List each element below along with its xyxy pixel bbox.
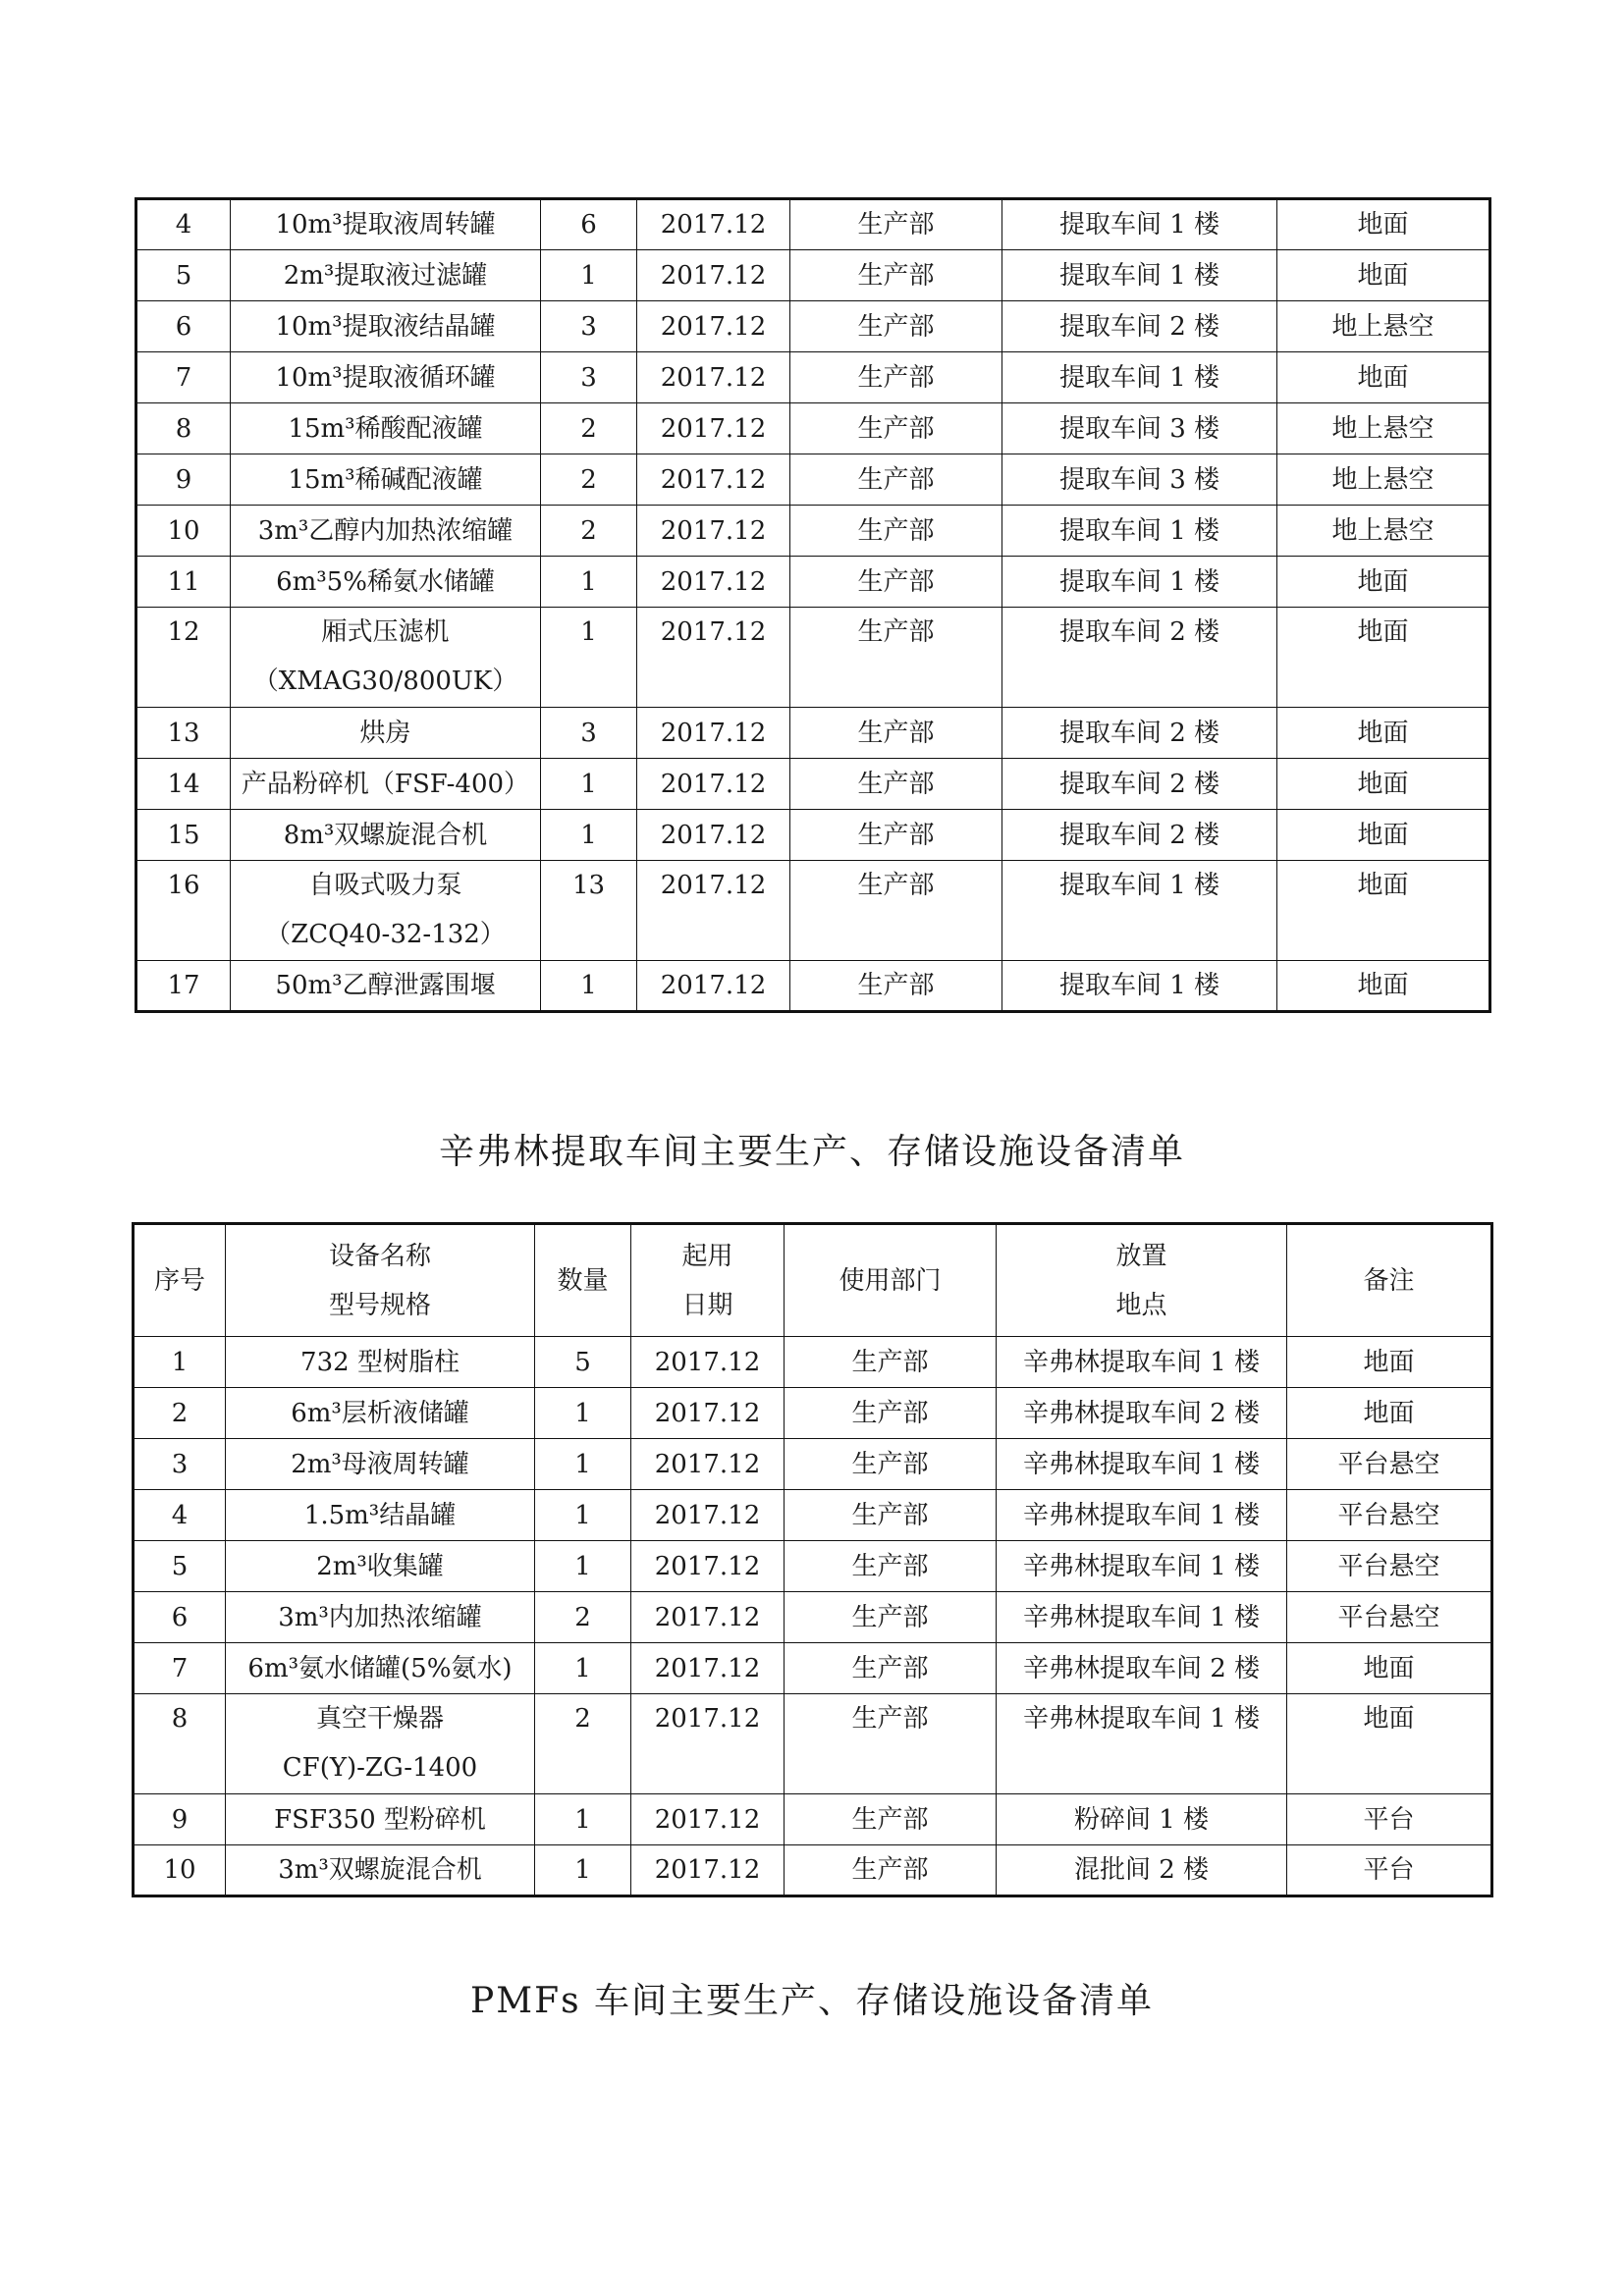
cell-name bbox=[231, 454, 541, 506]
cell-no: 12 bbox=[136, 608, 231, 708]
cell-note: 平台悬空 bbox=[1287, 1592, 1492, 1643]
cell-name-line: 烘房 bbox=[359, 718, 411, 748]
table-row bbox=[134, 1337, 1492, 1388]
cell-name bbox=[231, 608, 541, 708]
cell-no: 10 bbox=[134, 1845, 226, 1896]
cell-note: 地面 bbox=[1277, 250, 1490, 301]
section-heading-synephrine: 辛弗林提取车间主要生产、存储设施设备清单 bbox=[438, 1132, 1185, 1172]
cell-place: 提取车间 1 楼 bbox=[1002, 250, 1277, 301]
cell-name bbox=[226, 1794, 535, 1845]
cell-dept: 生产部 bbox=[790, 301, 1002, 352]
cell-no: 17 bbox=[136, 961, 231, 1012]
cell-dept: 生产部 bbox=[790, 961, 1002, 1012]
cell-date: 2017.12 bbox=[637, 454, 790, 506]
cell-place: 辛弗林提取车间 1 楼 bbox=[997, 1490, 1287, 1541]
cell-qty: 2 bbox=[541, 403, 637, 454]
header-date bbox=[631, 1224, 785, 1337]
cell-no: 15 bbox=[136, 810, 231, 861]
header-place bbox=[997, 1224, 1287, 1337]
cell-note: 地面 bbox=[1277, 810, 1490, 861]
cell-note: 地上悬空 bbox=[1277, 454, 1490, 506]
cell-place: 提取车间 2 楼 bbox=[1002, 301, 1277, 352]
cell-note: 地面 bbox=[1287, 1643, 1492, 1694]
cell-dept: 生产部 bbox=[790, 352, 1002, 403]
cell-no: 16 bbox=[136, 861, 231, 961]
cell-place: 提取车间 2 楼 bbox=[1002, 759, 1277, 810]
cell-name bbox=[226, 1541, 535, 1592]
cell-no: 11 bbox=[136, 557, 231, 608]
cell-date: 2017.12 bbox=[631, 1845, 785, 1896]
table-row bbox=[134, 1643, 1492, 1694]
equipment-table-synephrine-body bbox=[134, 1337, 1492, 1896]
cell-dept: 生产部 bbox=[790, 454, 1002, 506]
table-header-row bbox=[134, 1224, 1492, 1337]
cell-note: 平台悬空 bbox=[1287, 1490, 1492, 1541]
cell-note: 地面 bbox=[1277, 608, 1490, 708]
cell-name-line: 自吸式吸力泵 bbox=[308, 871, 462, 900]
cell-name-line: 2m³收集罐 bbox=[316, 1551, 444, 1581]
cell-qty: 1 bbox=[535, 1439, 631, 1490]
cell-date: 2017.12 bbox=[637, 506, 790, 557]
cell-dept: 生产部 bbox=[790, 557, 1002, 608]
cell-name bbox=[231, 557, 541, 608]
cell-name bbox=[226, 1592, 535, 1643]
cell-name-line: 6m³层析液储罐 bbox=[291, 1398, 469, 1428]
cell-qty: 5 bbox=[535, 1337, 631, 1388]
cell-name-line: 3m³内加热浓缩罐 bbox=[278, 1602, 482, 1632]
cell-qty: 1 bbox=[535, 1490, 631, 1541]
cell-date: 2017.12 bbox=[637, 961, 790, 1012]
cell-date: 2017.12 bbox=[631, 1388, 785, 1439]
equipment-table-extraction-body bbox=[136, 199, 1490, 1012]
section-heading-pmfs: PMFs 车间主要生产、存储设施设备清单 bbox=[470, 1981, 1154, 2021]
cell-date: 2017.12 bbox=[637, 250, 790, 301]
cell-note: 平台 bbox=[1287, 1794, 1492, 1845]
cell-name bbox=[231, 961, 541, 1012]
header-name-line2: 型号规格 bbox=[328, 1290, 431, 1320]
cell-dept: 生产部 bbox=[785, 1592, 997, 1643]
cell-name-line: 732 型树脂柱 bbox=[300, 1347, 460, 1377]
cell-name-line: 10m³提取液结晶罐 bbox=[275, 311, 496, 342]
cell-place: 提取车间 3 楼 bbox=[1002, 454, 1277, 506]
cell-date: 2017.12 bbox=[637, 352, 790, 403]
cell-name-line: 10m³提取液循环罐 bbox=[275, 362, 496, 393]
cell-place: 提取车间 3 楼 bbox=[1002, 403, 1277, 454]
cell-qty: 2 bbox=[535, 1592, 631, 1643]
cell-note: 地上悬空 bbox=[1277, 301, 1490, 352]
cell-place: 辛弗林提取车间 2 楼 bbox=[997, 1388, 1287, 1439]
cell-note: 地面 bbox=[1277, 861, 1490, 961]
cell-dept: 生产部 bbox=[785, 1490, 997, 1541]
cell-dept: 生产部 bbox=[790, 403, 1002, 454]
cell-date: 2017.12 bbox=[637, 708, 790, 759]
table-row bbox=[136, 301, 1490, 352]
cell-date: 2017.12 bbox=[637, 403, 790, 454]
cell-name-line: 2m³提取液过滤罐 bbox=[283, 260, 488, 291]
cell-qty: 1 bbox=[535, 1643, 631, 1694]
cell-no: 8 bbox=[134, 1694, 226, 1794]
cell-date: 2017.12 bbox=[631, 1694, 785, 1794]
cell-name bbox=[231, 810, 541, 861]
cell-note: 地面 bbox=[1287, 1337, 1492, 1388]
cell-dept: 生产部 bbox=[790, 759, 1002, 810]
cell-note: 地面 bbox=[1287, 1694, 1492, 1794]
cell-date: 2017.12 bbox=[631, 1439, 785, 1490]
cell-no: 6 bbox=[136, 301, 231, 352]
cell-note: 地面 bbox=[1277, 199, 1490, 250]
cell-note: 地面 bbox=[1277, 961, 1490, 1012]
cell-name-line: 3m³双螺旋混合机 bbox=[278, 1855, 482, 1885]
cell-dept: 生产部 bbox=[790, 810, 1002, 861]
cell-qty: 1 bbox=[541, 250, 637, 301]
cell-place: 辛弗林提取车间 1 楼 bbox=[997, 1439, 1287, 1490]
cell-date: 2017.12 bbox=[631, 1592, 785, 1643]
cell-place: 提取车间 1 楼 bbox=[1002, 557, 1277, 608]
cell-qty: 2 bbox=[535, 1694, 631, 1794]
cell-name-line: FSF350 型粉碎机 bbox=[274, 1804, 486, 1835]
table-row bbox=[136, 608, 1490, 708]
cell-place: 辛弗林提取车间 1 楼 bbox=[997, 1592, 1287, 1643]
cell-date: 2017.12 bbox=[637, 301, 790, 352]
cell-no: 13 bbox=[136, 708, 231, 759]
cell-qty: 1 bbox=[535, 1541, 631, 1592]
table-row bbox=[136, 454, 1490, 506]
table-row bbox=[134, 1439, 1492, 1490]
cell-name-line: 2m³母液周转罐 bbox=[291, 1449, 469, 1479]
table-row bbox=[134, 1490, 1492, 1541]
cell-name bbox=[231, 708, 541, 759]
cell-date: 2017.12 bbox=[631, 1337, 785, 1388]
cell-no: 9 bbox=[134, 1794, 226, 1845]
cell-place: 提取车间 1 楼 bbox=[1002, 961, 1277, 1012]
cell-place: 辛弗林提取车间 1 楼 bbox=[997, 1337, 1287, 1388]
cell-note: 地上悬空 bbox=[1277, 403, 1490, 454]
cell-name-line: 厢式压滤机 bbox=[321, 617, 450, 647]
cell-name-line: CF(Y)-ZG-1400 bbox=[282, 1753, 478, 1783]
cell-name-line: 3m³乙醇内加热浓缩罐 bbox=[257, 515, 514, 546]
table-row bbox=[136, 352, 1490, 403]
cell-note: 地面 bbox=[1277, 708, 1490, 759]
cell-qty: 3 bbox=[541, 301, 637, 352]
cell-date: 2017.12 bbox=[637, 608, 790, 708]
cell-dept: 生产部 bbox=[785, 1694, 997, 1794]
cell-place: 提取车间 2 楼 bbox=[1002, 810, 1277, 861]
cell-name-line: 50m³乙醇泄露围堰 bbox=[275, 971, 496, 1000]
cell-no: 7 bbox=[134, 1643, 226, 1694]
cell-qty: 1 bbox=[541, 557, 637, 608]
cell-dept: 生产部 bbox=[785, 1388, 997, 1439]
equipment-table-extraction bbox=[135, 197, 1491, 1013]
cell-name-line: 8m³双螺旋混合机 bbox=[283, 820, 488, 850]
cell-qty: 2 bbox=[541, 506, 637, 557]
table-row bbox=[136, 861, 1490, 961]
cell-note: 平台 bbox=[1287, 1845, 1492, 1896]
table-row bbox=[136, 403, 1490, 454]
cell-no: 4 bbox=[134, 1490, 226, 1541]
cell-note: 地面 bbox=[1287, 1388, 1492, 1439]
cell-place: 粉碎间 1 楼 bbox=[997, 1794, 1287, 1845]
cell-name bbox=[231, 759, 541, 810]
cell-no: 7 bbox=[136, 352, 231, 403]
cell-name bbox=[231, 250, 541, 301]
cell-place: 提取车间 1 楼 bbox=[1002, 352, 1277, 403]
cell-name-line: （ZCQ40-32-132） bbox=[265, 920, 506, 949]
cell-name-line: 6m³5%稀氨水储罐 bbox=[276, 566, 495, 597]
cell-dept: 生产部 bbox=[785, 1643, 997, 1694]
cell-date: 2017.12 bbox=[637, 759, 790, 810]
cell-name bbox=[226, 1845, 535, 1896]
cell-no: 8 bbox=[136, 403, 231, 454]
cell-qty: 1 bbox=[535, 1794, 631, 1845]
table-row bbox=[134, 1694, 1492, 1794]
header-date-line2: 日期 bbox=[681, 1290, 733, 1320]
cell-dept: 生产部 bbox=[785, 1794, 997, 1845]
header-qty: 数量 bbox=[535, 1224, 631, 1337]
table-row bbox=[134, 1592, 1492, 1643]
header-no: 序号 bbox=[134, 1224, 226, 1337]
cell-name bbox=[231, 199, 541, 250]
cell-name bbox=[226, 1439, 535, 1490]
cell-name-line: 15m³稀碱配液罐 bbox=[288, 464, 483, 495]
cell-note: 地上悬空 bbox=[1277, 506, 1490, 557]
cell-qty: 3 bbox=[541, 352, 637, 403]
table-row bbox=[134, 1794, 1492, 1845]
cell-name bbox=[226, 1643, 535, 1694]
cell-dept: 生产部 bbox=[790, 708, 1002, 759]
header-name bbox=[226, 1224, 535, 1337]
header-note: 备注 bbox=[1287, 1224, 1492, 1337]
header-place-line1: 放置 bbox=[1115, 1241, 1167, 1271]
table-row bbox=[136, 250, 1490, 301]
cell-no: 3 bbox=[134, 1439, 226, 1490]
header-name-line1: 设备名称 bbox=[328, 1241, 431, 1271]
cell-qty: 1 bbox=[541, 608, 637, 708]
cell-dept: 生产部 bbox=[790, 861, 1002, 961]
table-row bbox=[136, 708, 1490, 759]
cell-date: 2017.12 bbox=[637, 199, 790, 250]
cell-no: 5 bbox=[134, 1541, 226, 1592]
table-row bbox=[136, 506, 1490, 557]
cell-no: 14 bbox=[136, 759, 231, 810]
cell-date: 2017.12 bbox=[637, 861, 790, 961]
header-dept: 使用部门 bbox=[785, 1224, 997, 1337]
cell-no: 9 bbox=[136, 454, 231, 506]
cell-qty: 1 bbox=[541, 810, 637, 861]
cell-dept: 生产部 bbox=[790, 608, 1002, 708]
table-row bbox=[136, 961, 1490, 1012]
cell-dept: 生产部 bbox=[790, 250, 1002, 301]
cell-date: 2017.12 bbox=[631, 1541, 785, 1592]
cell-dept: 生产部 bbox=[785, 1337, 997, 1388]
cell-dept: 生产部 bbox=[790, 506, 1002, 557]
cell-place: 提取车间 1 楼 bbox=[1002, 861, 1277, 961]
cell-no: 10 bbox=[136, 506, 231, 557]
table-row bbox=[136, 199, 1490, 250]
cell-no: 4 bbox=[136, 199, 231, 250]
cell-note: 地面 bbox=[1277, 352, 1490, 403]
cell-qty: 1 bbox=[541, 759, 637, 810]
cell-no: 2 bbox=[134, 1388, 226, 1439]
table-row bbox=[136, 759, 1490, 810]
table-row bbox=[136, 557, 1490, 608]
cell-name-line: 1.5m³结晶罐 bbox=[303, 1500, 457, 1530]
cell-place: 提取车间 2 楼 bbox=[1002, 608, 1277, 708]
cell-name-line: 真空干燥器 bbox=[315, 1704, 444, 1734]
cell-note: 平台悬空 bbox=[1287, 1541, 1492, 1592]
cell-name bbox=[226, 1337, 535, 1388]
cell-no: 6 bbox=[134, 1592, 226, 1643]
header-date-line1: 起用 bbox=[681, 1241, 733, 1271]
cell-dept: 生产部 bbox=[790, 199, 1002, 250]
cell-note: 地面 bbox=[1277, 557, 1490, 608]
cell-place: 辛弗林提取车间 1 楼 bbox=[997, 1541, 1287, 1592]
cell-name bbox=[231, 301, 541, 352]
cell-no: 1 bbox=[134, 1337, 226, 1388]
equipment-table-synephrine bbox=[132, 1222, 1493, 1897]
equipment-table-synephrine-header bbox=[134, 1224, 1492, 1337]
cell-dept: 生产部 bbox=[785, 1845, 997, 1896]
cell-date: 2017.12 bbox=[631, 1794, 785, 1845]
cell-name bbox=[231, 403, 541, 454]
cell-date: 2017.12 bbox=[637, 557, 790, 608]
cell-date: 2017.12 bbox=[631, 1490, 785, 1541]
cell-place: 混批间 2 楼 bbox=[997, 1845, 1287, 1896]
cell-qty: 1 bbox=[535, 1388, 631, 1439]
cell-name-line: 10m³提取液周转罐 bbox=[275, 210, 496, 240]
cell-qty: 1 bbox=[541, 961, 637, 1012]
cell-qty: 2 bbox=[541, 454, 637, 506]
cell-qty: 13 bbox=[541, 861, 637, 961]
cell-name bbox=[226, 1490, 535, 1541]
cell-dept: 生产部 bbox=[785, 1541, 997, 1592]
cell-name bbox=[231, 506, 541, 557]
table-row bbox=[136, 810, 1490, 861]
cell-name-line: （XMAG30/800UK） bbox=[252, 667, 518, 696]
cell-name bbox=[231, 352, 541, 403]
cell-place: 提取车间 1 楼 bbox=[1002, 199, 1277, 250]
cell-qty: 1 bbox=[535, 1845, 631, 1896]
cell-name bbox=[226, 1388, 535, 1439]
cell-place: 辛弗林提取车间 1 楼 bbox=[997, 1694, 1287, 1794]
cell-name-line: 6m³氨水储罐(5%氨水) bbox=[247, 1653, 513, 1683]
cell-date: 2017.12 bbox=[637, 810, 790, 861]
header-place-line2: 地点 bbox=[1115, 1290, 1167, 1320]
table-row bbox=[134, 1845, 1492, 1896]
cell-note: 地面 bbox=[1277, 759, 1490, 810]
cell-place: 提取车间 2 楼 bbox=[1002, 708, 1277, 759]
cell-place: 提取车间 1 楼 bbox=[1002, 506, 1277, 557]
cell-name-line: 15m³稀酸配液罐 bbox=[288, 413, 483, 444]
cell-qty: 6 bbox=[541, 199, 637, 250]
cell-dept: 生产部 bbox=[785, 1439, 997, 1490]
cell-name bbox=[231, 861, 541, 961]
table-row bbox=[134, 1388, 1492, 1439]
cell-name bbox=[226, 1694, 535, 1794]
cell-name-line: 产品粉碎机（FSF-400） bbox=[241, 769, 530, 799]
cell-note: 平台悬空 bbox=[1287, 1439, 1492, 1490]
table-row bbox=[134, 1541, 1492, 1592]
cell-place: 辛弗林提取车间 2 楼 bbox=[997, 1643, 1287, 1694]
cell-date: 2017.12 bbox=[631, 1643, 785, 1694]
cell-no: 5 bbox=[136, 250, 231, 301]
cell-qty: 3 bbox=[541, 708, 637, 759]
